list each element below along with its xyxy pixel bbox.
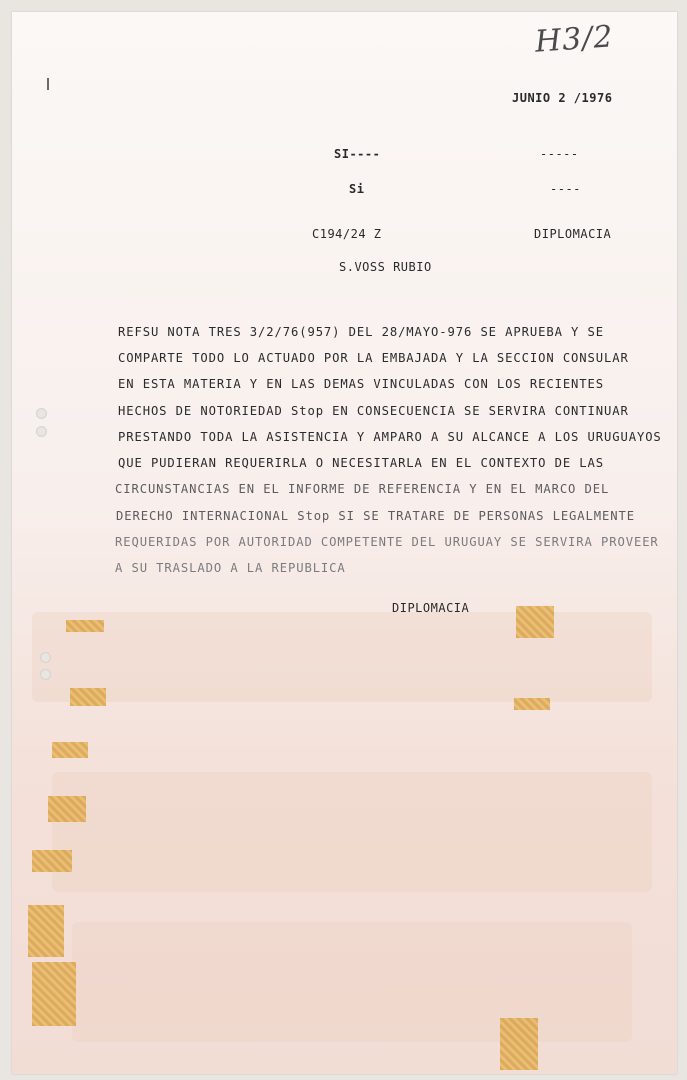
body-line: REFSU NOTA TRES 3/2/76(957) DEL 28/MAYO-976 SE APRUEBA Y SE: [118, 325, 605, 339]
tape-strip: [32, 962, 76, 1026]
punch-hole: [40, 669, 51, 680]
paper-stain: [32, 612, 652, 702]
routing-si-top-left: SI----: [334, 147, 381, 161]
paper-stain: [72, 922, 632, 1042]
tape-strip: [516, 606, 554, 638]
body-line: QUE PUDIERAN REQUERIRLA O NECESITARLA EN EL CONTEXTO DE LAS: [118, 456, 605, 470]
body-line: REQUERIDAS POR AUTORIDAD COMPETENTE DEL URUGUAY SE SERVIRA PROVEER: [115, 535, 659, 549]
signature-line: DIPLOMACIA: [392, 601, 470, 615]
addressee: S.VOSS RUBIO: [339, 260, 432, 274]
body-line: COMPARTE TODO LO ACTUADO POR LA EMBAJADA Y LA SECCION CONSULAR: [118, 351, 629, 365]
routing-si-bottom-left: Si: [349, 182, 365, 196]
body-line: DERECHO INTERNACIONAL Stop SI SE TRATARE DE PERSONAS LEGALMENTE: [116, 509, 635, 523]
tape-strip: [32, 850, 72, 872]
body-line: PRESTANDO TODA LA ASISTENCIA Y AMPARO A SU ALCANCE A LOS URUGUAYOS: [118, 430, 662, 444]
margin-mark: [47, 78, 49, 90]
body-line: CIRCUNSTANCIAS EN EL INFORME DE REFERENCIA Y EN EL MARCO DEL: [115, 482, 610, 496]
punch-hole: [36, 408, 47, 419]
punch-hole: [40, 652, 51, 663]
body-line: HECHOS DE NOTORIEDAD Stop EN CONSECUENCIA SE SERVIRA CONTINUAR: [118, 404, 629, 418]
paper-stain: [52, 772, 652, 892]
tape-strip: [66, 620, 104, 632]
routing-si-bottom-right: ----: [550, 182, 581, 196]
document-date: JUNIO 2 /1976: [512, 91, 613, 105]
department-label: DIPLOMACIA: [534, 227, 612, 241]
tape-strip: [48, 796, 86, 822]
tape-strip: [500, 1018, 538, 1070]
body-line: A SU TRASLADO A LA REPUBLICA: [115, 561, 346, 575]
tape-strip: [28, 905, 64, 957]
tape-strip: [52, 742, 88, 758]
reference-code: C194/24 Z: [312, 227, 382, 241]
body-line: EN ESTA MATERIA Y EN LAS DEMAS VINCULADAS CON LOS RECIENTES: [118, 377, 605, 391]
handwritten-reference: H3/2: [533, 19, 615, 60]
punch-hole: [36, 426, 47, 437]
routing-si-top-right: -----: [540, 147, 579, 161]
tape-strip: [514, 698, 550, 710]
tape-strip: [70, 688, 106, 706]
